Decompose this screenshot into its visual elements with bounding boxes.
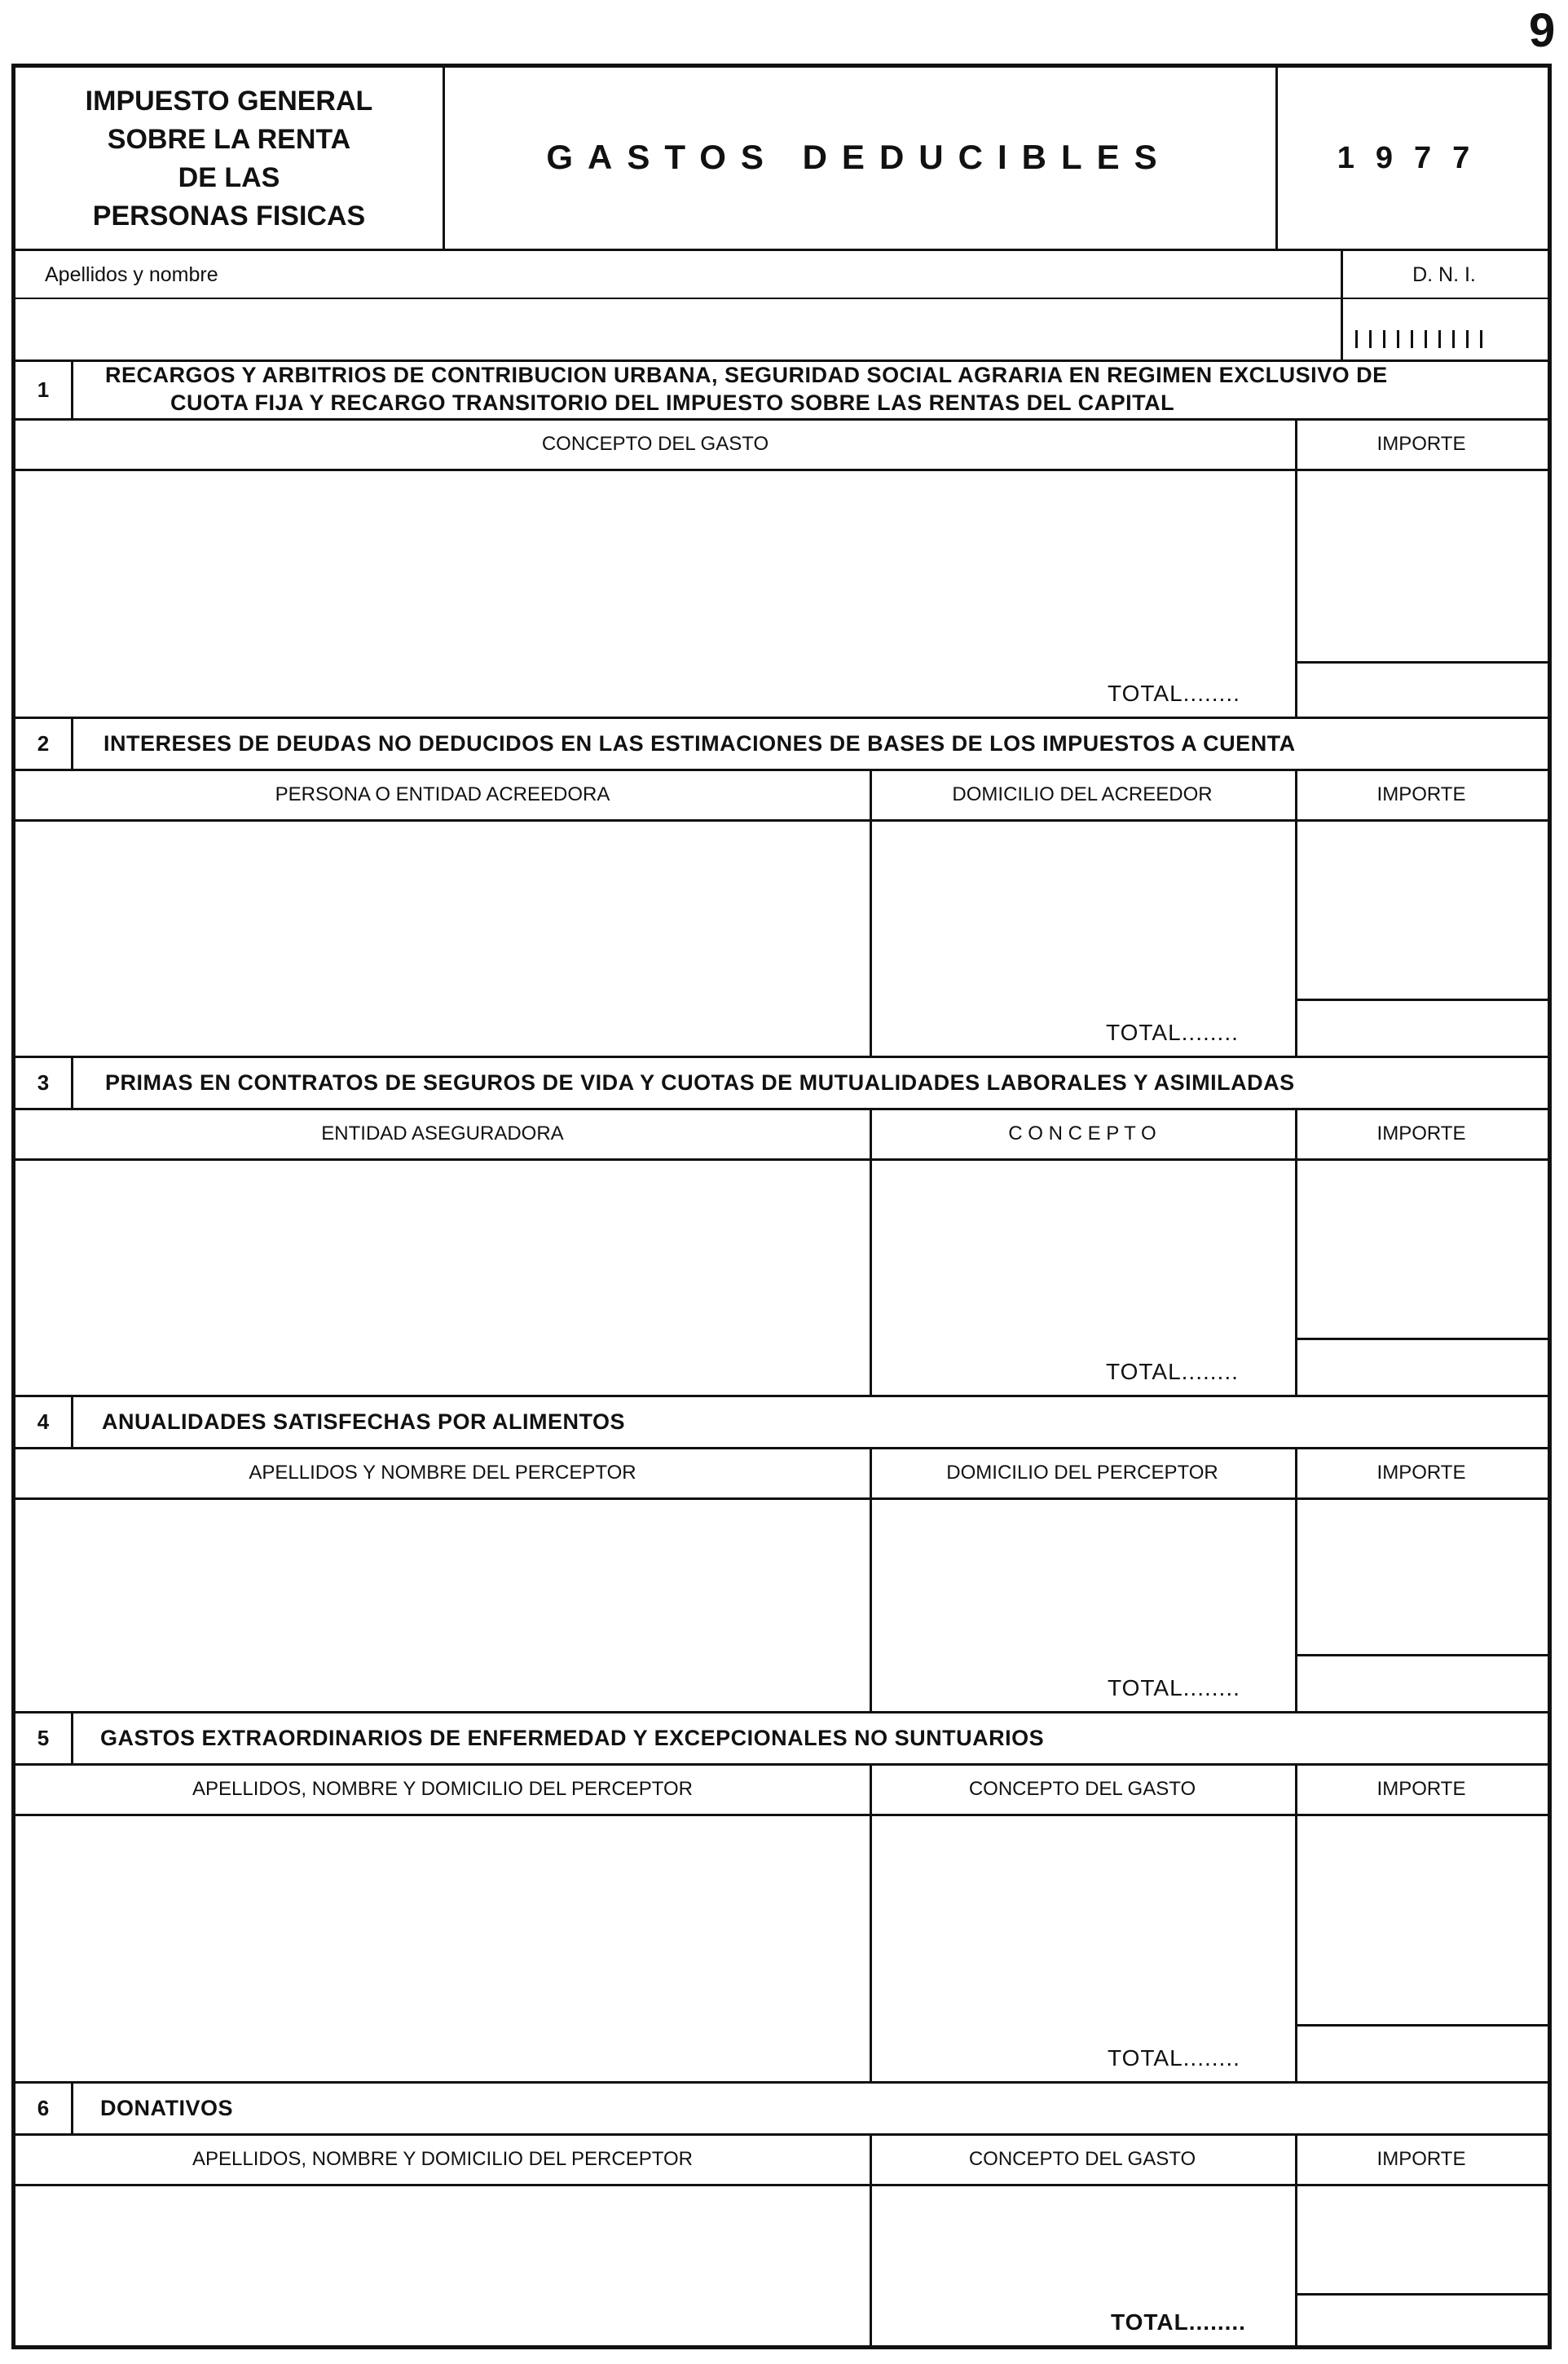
dni-boxes[interactable] [1355, 330, 1482, 348]
concepto-field[interactable] [874, 1162, 1292, 1390]
tax-name-line: IMPUESTO GENERAL [85, 86, 373, 117]
dni-label: D. N. I. [1412, 263, 1476, 286]
importe-field[interactable] [1300, 1817, 1544, 2021]
acreedor-field[interactable] [22, 823, 866, 1051]
rule [15, 769, 1548, 771]
column-header: IMPORTE [1376, 2148, 1466, 2170]
total-field[interactable] [1300, 1659, 1544, 1706]
rule [15, 2184, 1548, 2186]
importe-field[interactable] [1300, 2187, 1544, 2290]
section-title: CUOTA FIJA Y RECARGO TRANSITORIO DEL IMPUESTO SOBRE LAS RENTAS DEL CAPITAL [170, 390, 1175, 415]
section-title: PRIMAS EN CONTRATOS DE SEGUROS DE VIDA Y CUOTAS DE MUTUALIDADES LABORALES Y ASIMILADAS [105, 1070, 1295, 1095]
importe-divider [1295, 1763, 1297, 2081]
column-header: CONCEPTO DEL GASTO [541, 433, 769, 455]
section-number: 3 [37, 1070, 50, 1095]
total-field[interactable] [1300, 666, 1544, 713]
section-number: 4 [37, 1409, 50, 1434]
importe-divider [1295, 769, 1297, 1056]
domicilio-field[interactable] [874, 823, 1292, 1051]
name-label: Apellidos y nombre [45, 263, 218, 286]
section-title: INTERESES DE DEUDAS NO DEDUCIDOS EN LAS ESTIMACIONES DE BASES DE LOS IMPUESTOS A CUENTA [104, 731, 1296, 756]
rule [15, 469, 1548, 471]
column-header: IMPORTE [1376, 1122, 1466, 1145]
section-number: 6 [37, 2096, 50, 2120]
rule [15, 819, 1548, 822]
total-label: TOTAL........ [1108, 681, 1240, 706]
column-header: IMPORTE [1376, 783, 1466, 805]
column-header: IMPORTE [1376, 433, 1466, 455]
total-label: TOTAL........ [1106, 1020, 1239, 1045]
concepto-field[interactable] [874, 1817, 1292, 2076]
section-number: 2 [37, 731, 50, 756]
column-header: C O N C E P T O [1008, 1122, 1156, 1145]
section-number: 5 [37, 1726, 50, 1750]
section-title: ANUALIDADES SATISFECHAS POR ALIMENTOS [102, 1409, 626, 1434]
rule [15, 2081, 1548, 2084]
total-rule [1295, 999, 1548, 1001]
section-number-divider [71, 1056, 73, 1108]
total-rule [1295, 2024, 1548, 2027]
section-title: GASTOS EXTRAORDINARIOS DE ENFERMEDAD Y EXCEPCIONALES NO SUNTUARIOS [100, 1726, 1045, 1750]
importe-field[interactable] [1300, 1162, 1544, 1333]
section-number: 1 [37, 377, 50, 402]
importe-divider [1295, 1447, 1297, 1711]
perceptor-field[interactable] [22, 2187, 866, 2342]
column-header: PERSONA O ENTIDAD ACREEDORA [275, 783, 610, 805]
total-rule [1295, 1654, 1548, 1656]
section-title: DONATIVOS [100, 2096, 234, 2120]
rule [15, 1814, 1548, 1816]
total-rule [1295, 661, 1548, 664]
importe-field[interactable] [1300, 1501, 1544, 1651]
tax-name-line: SOBRE LA RENTA [107, 124, 351, 155]
rule [15, 418, 1548, 421]
total-field[interactable] [1300, 2298, 1544, 2342]
rule [15, 1395, 1548, 1397]
total-label: TOTAL........ [1108, 1675, 1240, 1700]
column-header: CONCEPTO DEL GASTO [968, 1778, 1196, 1800]
total-rule [1295, 2293, 1548, 2296]
rule [15, 1763, 1548, 1766]
section-number-divider [71, 717, 73, 769]
importe-field[interactable] [1300, 472, 1544, 659]
form-year: 1977 [1337, 141, 1491, 175]
rule [15, 1158, 1548, 1161]
column-divider [870, 1447, 872, 1711]
total-field[interactable] [1300, 1003, 1544, 1051]
section-number-divider [71, 2081, 73, 2133]
rule [15, 1447, 1548, 1449]
name-field[interactable] [25, 299, 1329, 353]
total-label: TOTAL........ [1111, 2309, 1246, 2335]
column-header: DOMICILIO DEL PERCEPTOR [946, 1462, 1218, 1484]
entidad-field[interactable] [22, 1162, 866, 1390]
form-title: GASTOS DEDUCIBLES [546, 138, 1172, 176]
total-field[interactable] [1300, 2029, 1544, 2076]
tax-name-line: PERSONAS FISICAS [92, 201, 366, 232]
column-divider [870, 1108, 872, 1395]
rule [15, 1497, 1548, 1500]
concepto-field[interactable] [22, 472, 1292, 659]
column-header: CONCEPTO DEL GASTO [968, 2148, 1196, 2170]
column-header: ENTIDAD ASEGURADORA [321, 1122, 564, 1145]
column-header: IMPORTE [1376, 1462, 1466, 1484]
rule [15, 2133, 1548, 2136]
perceptor-field[interactable] [22, 1501, 866, 1706]
importe-divider [1295, 1108, 1297, 1395]
total-field[interactable] [1300, 1343, 1544, 1390]
total-label: TOTAL........ [1106, 1359, 1239, 1384]
importe-divider [1295, 418, 1297, 717]
page-number: 9 [1529, 4, 1556, 57]
perceptor-field[interactable] [22, 1817, 866, 2076]
rule [15, 249, 1548, 251]
rule [15, 1711, 1548, 1713]
column-header: APELLIDOS, NOMBRE Y DOMICILIO DEL PERCEPTOR [192, 1778, 693, 1800]
column-header: IMPORTE [1376, 1778, 1466, 1800]
rule [15, 359, 1548, 362]
column-divider [870, 769, 872, 1056]
section-number-divider [71, 359, 73, 418]
importe-field[interactable] [1300, 823, 1544, 994]
tax-name-line: DE LAS [178, 162, 280, 193]
rule [15, 717, 1548, 719]
column-divider [870, 1763, 872, 2081]
total-label: TOTAL........ [1108, 2045, 1240, 2071]
total-rule [1295, 1338, 1548, 1340]
deductible-expenses-form [11, 64, 1552, 2349]
column-header: DOMICILIO DEL ACREEDOR [952, 783, 1213, 805]
column-header: APELLIDOS Y NOMBRE DEL PERCEPTOR [249, 1462, 636, 1484]
section-title: RECARGOS Y ARBITRIOS DE CONTRIBUCION URBANA, SEGURIDAD SOCIAL AGRARIA EN REGIMEN EXCLUSIVO DE [105, 363, 1388, 387]
section-number-divider [71, 1711, 73, 1763]
tax-name-block [15, 82, 443, 236]
rule [15, 1108, 1548, 1110]
rule [15, 1056, 1548, 1058]
section-number-divider [71, 1395, 73, 1447]
column-header: APELLIDOS, NOMBRE Y DOMICILIO DEL PERCEPTOR [192, 2148, 693, 2170]
